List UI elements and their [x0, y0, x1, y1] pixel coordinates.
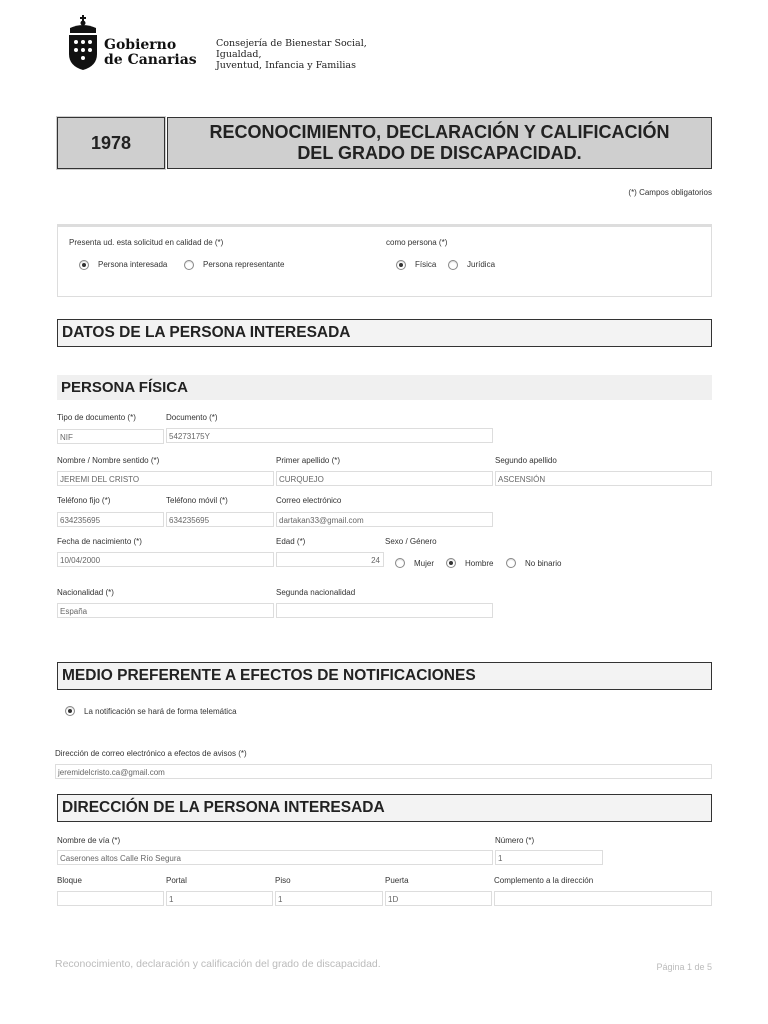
label-nombre-via: Nombre de vía (*): [57, 836, 121, 845]
email-avisos-field[interactable]: jeremidelcristo.ca@gmail.com: [55, 764, 712, 779]
puerta-field[interactable]: 1D: [385, 891, 492, 906]
radio-label-notificacion-telematica: La notificación se hará de forma telemática: [84, 707, 237, 716]
edad-field[interactable]: 24: [276, 552, 384, 567]
section-title-interesada: DATOS DE LA PERSONA INTERESADA: [57, 319, 712, 347]
complemento-field[interactable]: [494, 891, 712, 906]
footer-page-number: Página 1 de 5: [656, 962, 712, 972]
footer-document-title: Reconocimiento, declaración y calificación del grado de discapacidad.: [55, 958, 381, 970]
label-portal: Portal: [166, 876, 187, 885]
fecha-nacimiento-field[interactable]: 10/04/2000: [57, 552, 274, 567]
radio-label-hombre: Hombre: [465, 559, 494, 568]
label-edad: Edad (*): [276, 537, 306, 546]
label-fecha-nacimiento: Fecha de nacimiento (*): [57, 537, 142, 546]
radio-hombre[interactable]: [446, 558, 456, 568]
radio-persona-interesada[interactable]: [79, 260, 89, 270]
gobierno-de-canarias-logo: [66, 14, 406, 72]
documento-field[interactable]: 54273175Y: [166, 428, 493, 443]
radio-label-juridica: Jurídica: [467, 260, 496, 269]
procedure-title: RECONOCIMIENTO, DECLARACIÓN Y CALIFICACIÓN DEL GRADO DE DISCAPACIDAD.: [167, 117, 712, 169]
label-puerta: Puerta: [385, 876, 409, 885]
procedure-code: 1978: [57, 117, 165, 169]
label-telefono-fijo: Teléfono fijo (*): [57, 496, 111, 505]
applicant-capacity-box: [57, 224, 712, 297]
gobierno-wordmark: Gobierno de Canarias: [104, 37, 197, 68]
segunda-nacionalidad-field[interactable]: [276, 603, 493, 618]
telefono-movil-field[interactable]: 634235695: [166, 512, 274, 527]
radio-notificacion-telematica[interactable]: [65, 706, 75, 716]
piso-field[interactable]: 1: [275, 891, 383, 906]
person-type-question: como persona (*): [386, 238, 448, 247]
radio-label-fisica: Física: [415, 260, 437, 269]
label-nacionalidad: Nacionalidad (*): [57, 588, 114, 597]
section-title-notificaciones: MEDIO PREFERENTE A EFECTOS DE NOTIFICACIONES: [57, 662, 712, 690]
telefono-fijo-field[interactable]: 634235695: [57, 512, 164, 527]
coat-of-arms-icon: [66, 14, 100, 72]
nacionalidad-field[interactable]: España: [57, 603, 274, 618]
label-correo: Correo electrónico: [276, 496, 342, 505]
label-piso: Piso: [275, 876, 291, 885]
radio-label-persona-representante: Persona representante: [203, 260, 285, 269]
label-email-avisos: Dirección de correo electrónico a efectos de avisos (*): [55, 749, 247, 758]
portal-field[interactable]: 1: [166, 891, 273, 906]
label-complemento: Complemento a la dirección: [494, 876, 594, 885]
tipo-documento-field[interactable]: NIF: [57, 429, 164, 444]
capacity-question: Presenta ud. esta solicitud en calidad de (*): [69, 238, 224, 247]
label-segunda-nacionalidad: Segunda nacionalidad: [276, 588, 356, 597]
label-nombre: Nombre / Nombre sentido (*): [57, 456, 160, 465]
label-primer-apellido: Primer apellido (*): [276, 456, 341, 465]
correo-field[interactable]: dartakan33@gmail.com: [276, 512, 493, 527]
radio-mujer[interactable]: [395, 558, 405, 568]
subsection-title-persona-fisica: PERSONA FÍSICA: [57, 375, 712, 400]
label-tipo-documento: Tipo de documento (*): [57, 413, 136, 422]
radio-label-persona-interesada: Persona interesada: [98, 260, 168, 269]
label-sexo: Sexo / Género: [385, 537, 437, 546]
radio-juridica[interactable]: [448, 260, 458, 270]
radio-persona-representante[interactable]: [184, 260, 194, 270]
radio-no-binario[interactable]: [506, 558, 516, 568]
label-bloque: Bloque: [57, 876, 82, 885]
label-documento: Documento (*): [166, 413, 218, 422]
segundo-apellido-field[interactable]: ASCENSIÓN: [495, 471, 712, 486]
section-title-direccion: DIRECCIÓN DE LA PERSONA INTERESADA: [57, 794, 712, 822]
nombre-via-field[interactable]: Caserones altos Calle Río Segura: [57, 850, 493, 865]
label-telefono-movil: Teléfono móvil (*): [166, 496, 228, 505]
numero-field[interactable]: 1: [495, 850, 603, 865]
radio-label-no-binario: No binario: [525, 559, 562, 568]
label-segundo-apellido: Segundo apellido: [495, 456, 557, 465]
radio-fisica[interactable]: [396, 260, 406, 270]
required-fields-note: (*) Campos obligatorios: [628, 188, 712, 197]
primer-apellido-field[interactable]: CURQUEJO: [276, 471, 493, 486]
label-numero: Número (*): [495, 836, 535, 845]
consejeria-name: Consejería de Bienestar Social, Igualdad, Juventud, Infancia y Familias: [216, 38, 367, 71]
radio-label-mujer: Mujer: [414, 559, 435, 568]
bloque-field[interactable]: [57, 891, 164, 906]
nombre-field[interactable]: JEREMI DEL CRISTO: [57, 471, 274, 486]
